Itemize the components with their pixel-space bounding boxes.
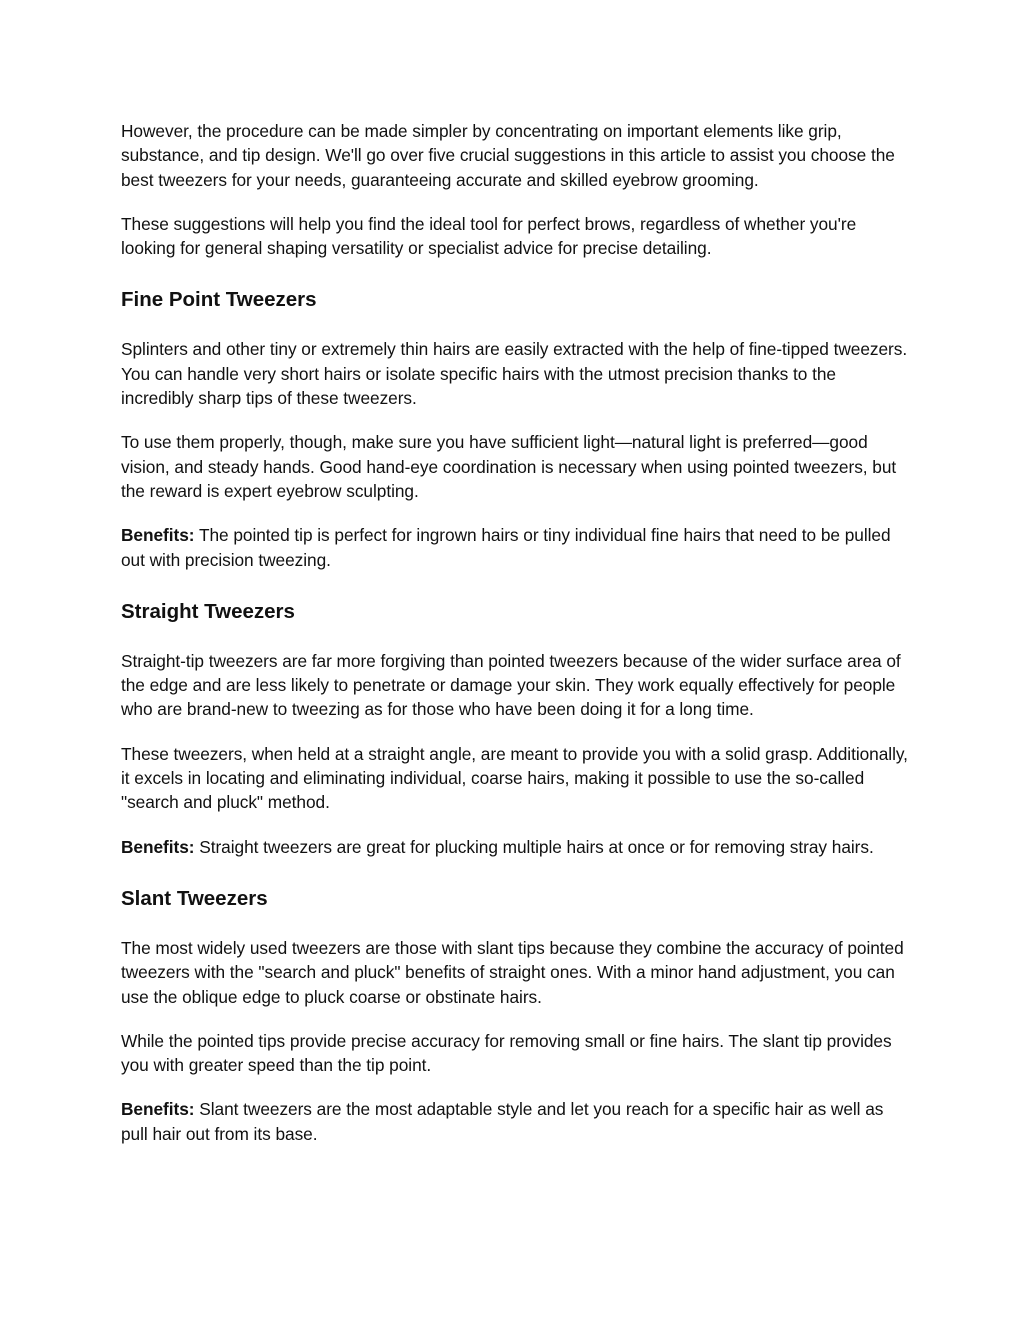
document-page	[121, 119, 911, 1166]
benefits-label: Benefits:	[121, 525, 195, 546]
section-heading-fine-point: Fine Point Tweezers	[121, 288, 317, 312]
benefits-paragraph	[121, 835, 911, 859]
section-paragraph: To use them properly, though, make sure you have sufficient light—natural light is preferred—good vision, and steady hands. Good hand-eye coordination is necessary when using pointed tweezers, but the reward is expert eyebrow sculpting.	[121, 432, 897, 501]
benefits-text: The pointed tip is perfect for ingrown hairs or tiny individual fine hairs that need to be pulled out with precision tweezing.	[121, 525, 891, 570]
section-paragraph: Splinters and other tiny or extremely thin hairs are easily extracted with the help of fine-tipped tweezers. You can handle very short hairs or isolate specific hairs with the utmost precision thanks to the incredibly sharp tips of these tweezers.	[121, 339, 908, 409]
benefits-text: Slant tweezers are the most adaptable style and let you reach for a specific hair as well as pull hair out from its base.	[121, 1099, 884, 1144]
section-paragraph: The most widely used tweezers are those with slant tips because they combine the accuracy of pointed tweezers with the "search and pluck" benefits of straight ones. With a minor hand adjustment, you can use the oblique edge to pluck coarse or obstinate hairs.	[121, 937, 904, 1007]
section-paragraph: Straight-tip tweezers are far more forgiving than pointed tweezers because of the wider surface area of the edge and are less likely to penetrate or damage your skin. They work equally effectively for people who are brand-new to tweezing as for those who have been doing it for a long time.	[121, 650, 901, 720]
benefits-paragraph	[121, 523, 911, 572]
section-paragraph: While the pointed tips provide precise accuracy for removing small or fine hairs. The slant tip provides you with greater speed than the tip point.	[121, 1030, 892, 1076]
intro-paragraph-1: However, the procedure can be made simpler by concentrating on important elements like grip, substance, and tip design. We'll go over five crucial suggestions in this article to assist you choose the best tweezers for your needs, guaranteeing accurate and skilled eyebrow grooming.	[121, 121, 895, 190]
section-heading-straight: Straight Tweezers	[121, 599, 295, 623]
benefits-paragraph	[121, 1097, 911, 1146]
section-heading-slant: Slant Tweezers	[121, 886, 268, 910]
benefits-label: Benefits:	[121, 836, 195, 857]
benefits-text: Straight tweezers are great for plucking multiple hairs at once or for removing stray hairs.	[194, 836, 874, 857]
section-paragraph: These tweezers, when held at a straight angle, are meant to provide you with a solid grasp. Additionally, it excels in locating and eliminating individual, coarse hairs, making it possible to use the so-called "search and pluck" method.	[121, 743, 908, 813]
benefits-label: Benefits:	[121, 1099, 195, 1120]
intro-paragraph-2: These suggestions will help you find the ideal tool for perfect brows, regardless of whether you're looking for general shaping versatility or specialist advice for precise detailing.	[121, 213, 857, 259]
